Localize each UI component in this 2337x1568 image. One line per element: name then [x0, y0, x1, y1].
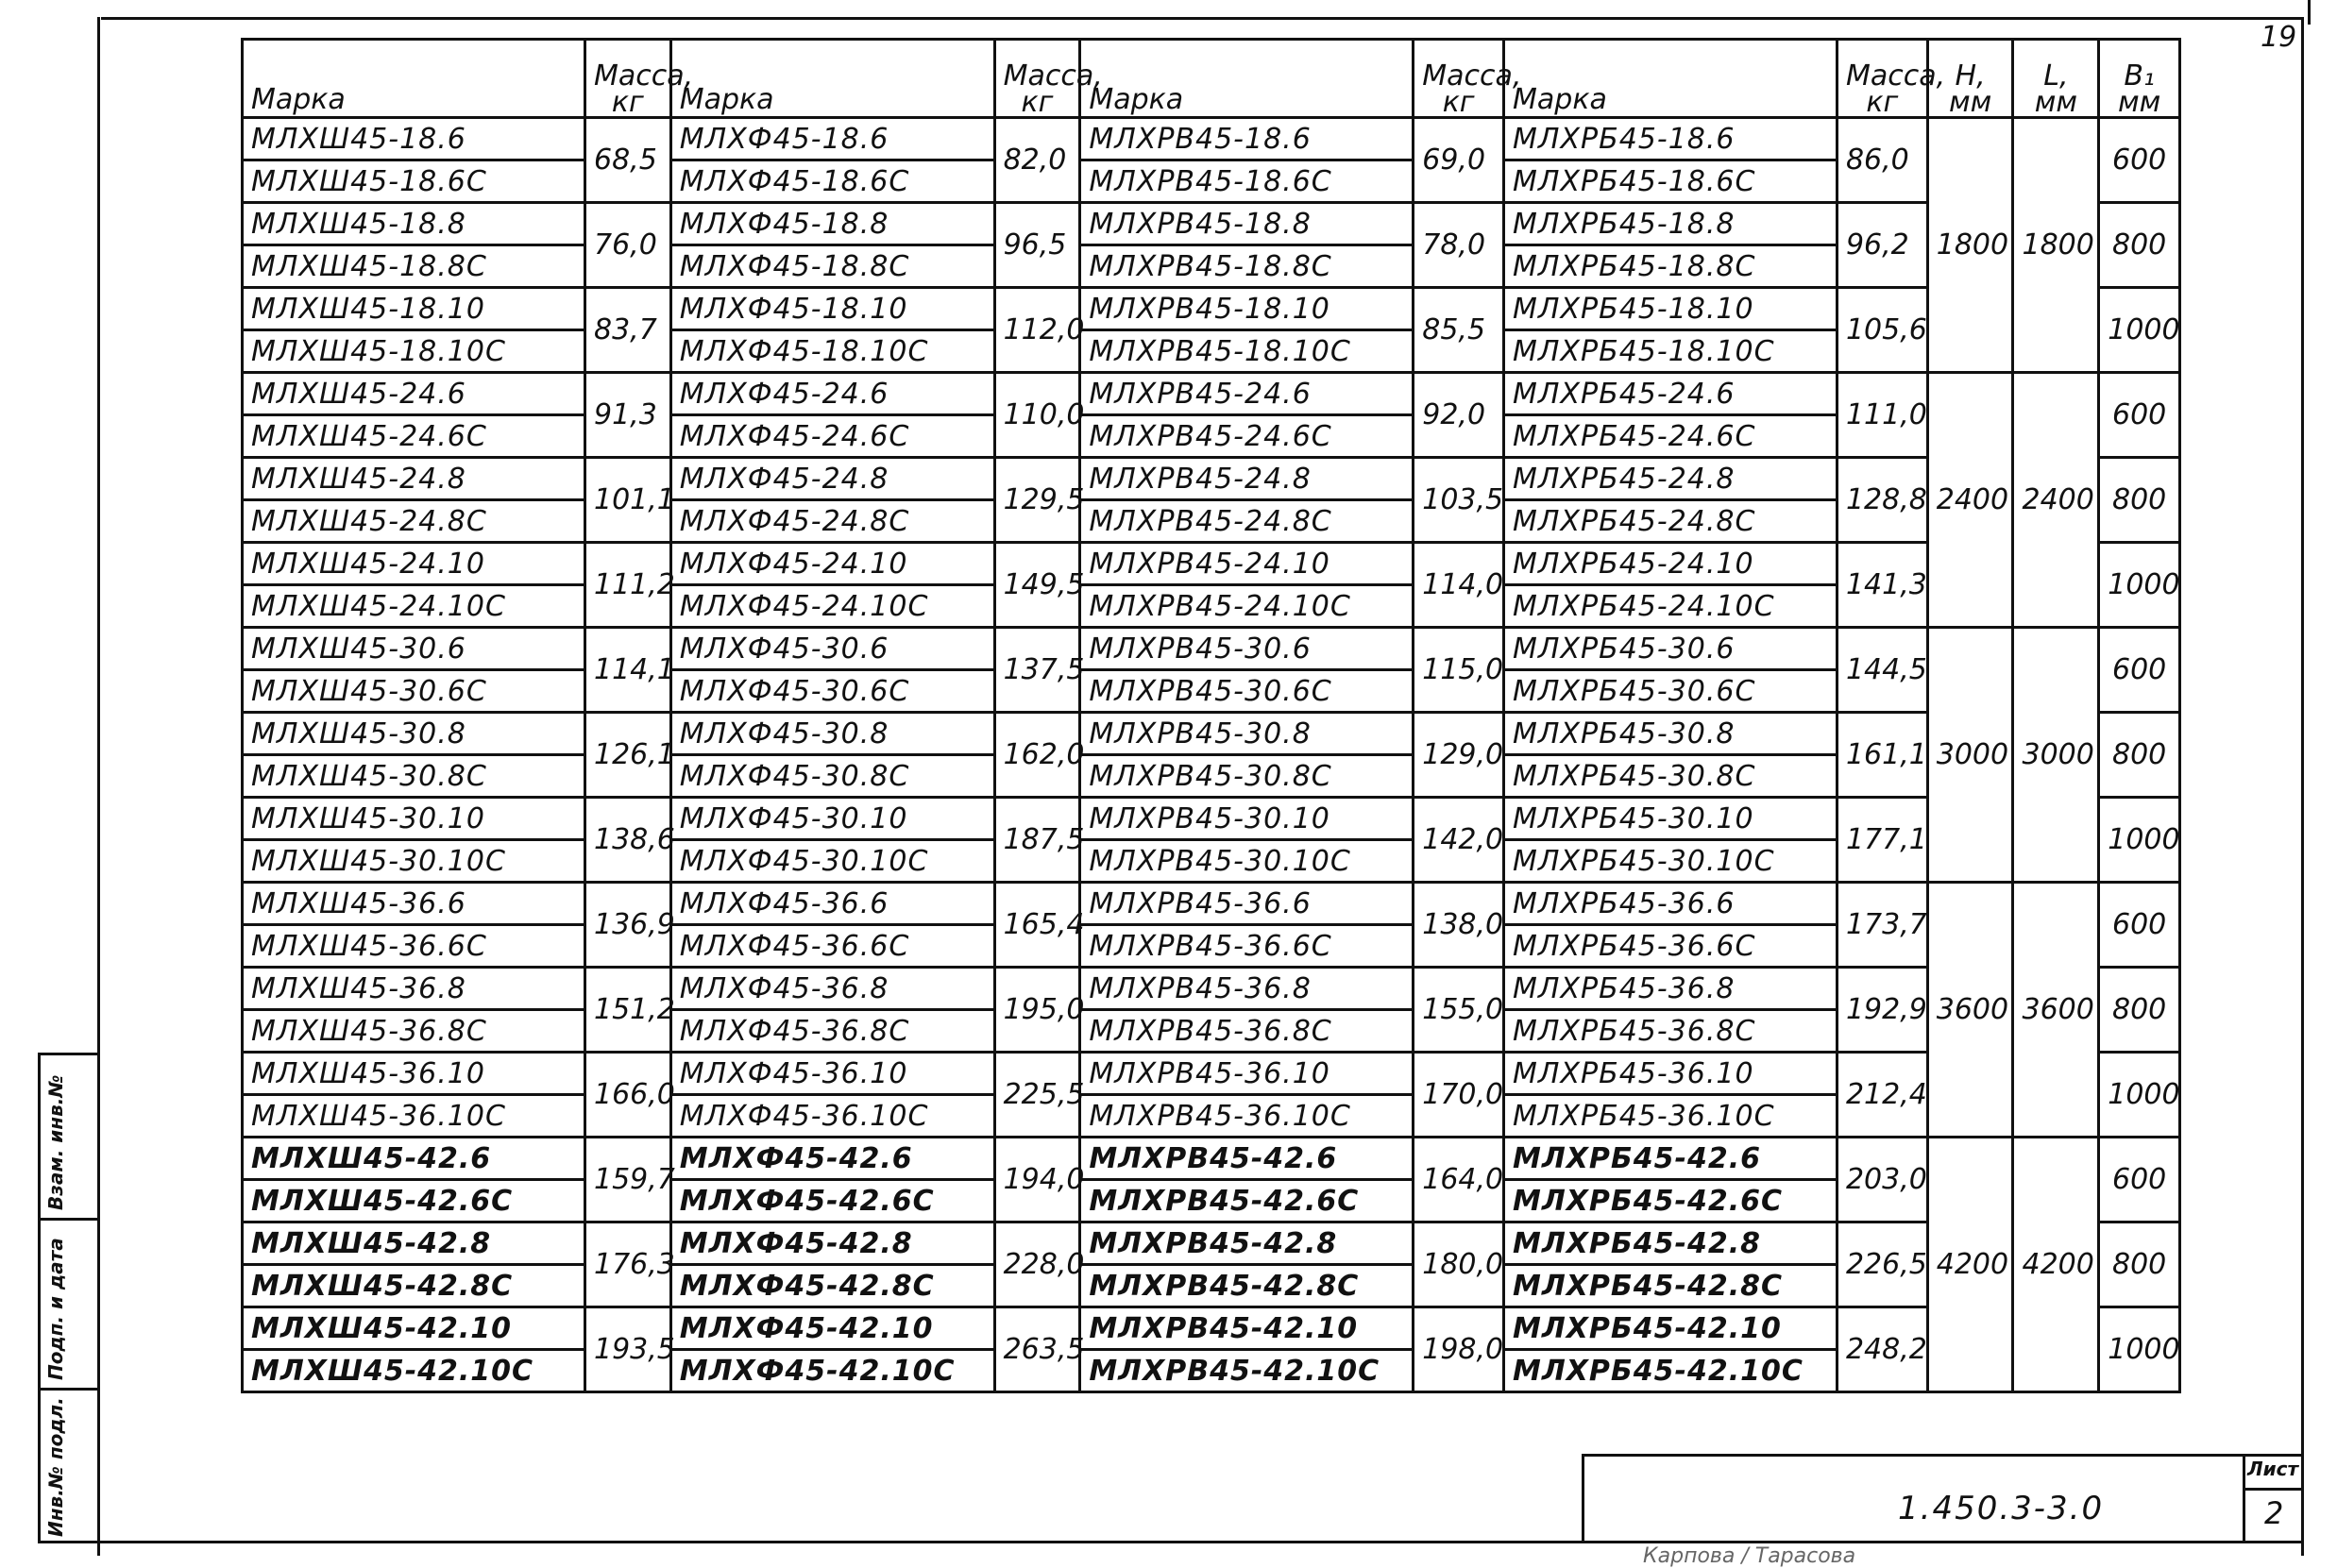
- mark-cell-sh: МЛХШ45-30.6С: [243, 670, 585, 713]
- table-row: [243, 798, 2180, 840]
- width-cell-B1: 800: [2099, 203, 2180, 288]
- mass-cell-b: 173,7: [1837, 883, 1927, 968]
- col-header-mass-b: Масса, кг: [1837, 40, 1927, 118]
- mark-cell-sh: МЛХШ45-18.10: [243, 288, 585, 330]
- mass-cell-b: 144,5: [1837, 628, 1927, 713]
- mark-cell-v: МЛХРВ45-36.10С: [1080, 1095, 1414, 1138]
- mark-cell-f: МЛХФ45-42.10С: [670, 1350, 994, 1392]
- mass-cell-f: 225,5: [994, 1053, 1080, 1138]
- mark-cell-b: МЛХРБ45-24.10С: [1504, 585, 1837, 628]
- dim-cell-H: 4200: [1927, 1138, 2013, 1392]
- mark-cell-sh: МЛХШ45-36.8: [243, 968, 585, 1010]
- mark-cell-sh: МЛХШ45-42.8: [243, 1222, 585, 1265]
- mark-cell-f: МЛХФ45-18.10С: [670, 330, 994, 373]
- mass-cell-sh: 101,1: [585, 458, 671, 543]
- mass-cell-v: 164,0: [1414, 1138, 1504, 1222]
- mark-cell-f: МЛХФ45-36.6: [670, 883, 994, 925]
- mass-cell-sh: 136,9: [585, 883, 671, 968]
- mark-cell-sh: МЛХШ45-18.6: [243, 118, 585, 160]
- table-row: [243, 968, 2180, 1010]
- mass-cell-b: 86,0: [1837, 118, 1927, 203]
- spec-table: [241, 38, 2181, 1393]
- mass-cell-b: 141,3: [1837, 543, 1927, 628]
- mass-cell-sh: 76,0: [585, 203, 671, 288]
- mark-cell-b: МЛХРБ45-30.8С: [1504, 755, 1837, 798]
- mass-cell-b: 177,1: [1837, 798, 1927, 883]
- mark-cell-f: МЛХФ45-42.10: [670, 1307, 994, 1350]
- mark-cell-v: МЛХРВ45-24.8: [1080, 458, 1414, 500]
- mark-cell-f: МЛХФ45-30.10: [670, 798, 994, 840]
- mass-cell-v: 142,0: [1414, 798, 1504, 883]
- mass-cell-sh: 111,2: [585, 543, 671, 628]
- mark-cell-b: МЛХРБ45-36.8: [1504, 968, 1837, 1010]
- table-row: [243, 373, 2180, 415]
- mark-cell-b: МЛХРБ45-42.10С: [1504, 1350, 1837, 1392]
- mark-cell-b: МЛХРБ45-36.10: [1504, 1053, 1837, 1095]
- mark-cell-f: МЛХФ45-30.8С: [670, 755, 994, 798]
- width-cell-B1: 800: [2099, 713, 2180, 798]
- mass-cell-v: 85,5: [1414, 288, 1504, 373]
- mass-cell-v: 138,0: [1414, 883, 1504, 968]
- mark-cell-b: МЛХРБ45-36.6: [1504, 883, 1837, 925]
- mark-cell-sh: МЛХШ45-24.8: [243, 458, 585, 500]
- mark-cell-f: МЛХФ45-18.8С: [670, 245, 994, 288]
- mark-cell-v: МЛХРВ45-30.8С: [1080, 755, 1414, 798]
- mark-cell-sh: МЛХШ45-30.8: [243, 713, 585, 755]
- mark-cell-f: МЛХФ45-18.8: [670, 203, 994, 245]
- mark-cell-v: МЛХРВ45-42.8С: [1080, 1265, 1414, 1307]
- dim-cell-L: 1800: [2013, 118, 2099, 373]
- mark-cell-sh: МЛХШ45-24.10С: [243, 585, 585, 628]
- mark-cell-sh: МЛХШ45-42.6: [243, 1138, 585, 1180]
- mass-cell-b: 203,0: [1837, 1138, 1927, 1222]
- width-cell-B1: 1000: [2099, 543, 2180, 628]
- mark-cell-b: МЛХРБ45-24.8: [1504, 458, 1837, 500]
- mass-cell-f: 112,0: [994, 288, 1080, 373]
- header-row: [243, 40, 2180, 118]
- mark-cell-v: МЛХРВ45-42.6: [1080, 1138, 1414, 1180]
- col-header-B1: B₁ мм: [2099, 40, 2180, 118]
- mark-cell-f: МЛХФ45-42.6С: [670, 1180, 994, 1222]
- mark-cell-f: МЛХФ45-30.6: [670, 628, 994, 670]
- mark-cell-v: МЛХРВ45-30.10: [1080, 798, 1414, 840]
- mark-cell-b: МЛХРБ45-42.8С: [1504, 1265, 1837, 1307]
- mass-cell-f: 82,0: [994, 118, 1080, 203]
- mass-cell-sh: 176,3: [585, 1222, 671, 1307]
- dim-cell-L: 4200: [2013, 1138, 2099, 1392]
- mark-cell-sh: МЛХШ45-18.10С: [243, 330, 585, 373]
- mark-cell-sh: МЛХШ45-30.10С: [243, 840, 585, 883]
- mass-cell-f: 194,0: [994, 1138, 1080, 1222]
- side-divider: [38, 1218, 100, 1221]
- mark-cell-f: МЛХФ45-24.10: [670, 543, 994, 585]
- mass-cell-sh: 68,5: [585, 118, 671, 203]
- mass-cell-f: 263,5: [994, 1307, 1080, 1392]
- mark-cell-f: МЛХФ45-24.8С: [670, 500, 994, 543]
- mark-cell-f: МЛХФ45-18.6С: [670, 160, 994, 203]
- mark-cell-sh: МЛХШ45-18.8: [243, 203, 585, 245]
- mark-cell-sh: МЛХШ45-42.10С: [243, 1350, 585, 1392]
- side-label-replace-inv: Взам. инв.№: [44, 1074, 67, 1210]
- table-row: [243, 1222, 2180, 1265]
- mark-cell-b: МЛХРБ45-42.10: [1504, 1307, 1837, 1350]
- mark-cell-v: МЛХРВ45-42.6С: [1080, 1180, 1414, 1222]
- top-border: [101, 17, 2301, 20]
- dim-cell-L: 3600: [2013, 883, 2099, 1138]
- dim-cell-H: 3000: [1927, 628, 2013, 883]
- dim-cell-H: 2400: [1927, 373, 2013, 628]
- mass-cell-v: 92,0: [1414, 373, 1504, 458]
- mark-cell-sh: МЛХШ45-42.10: [243, 1307, 585, 1350]
- mark-cell-b: МЛХРБ45-36.6С: [1504, 925, 1837, 968]
- page-number: 19: [2261, 21, 2297, 54]
- mark-cell-f: МЛХФ45-24.8: [670, 458, 994, 500]
- col-header-H: H, мм: [1927, 40, 2013, 118]
- mark-cell-v: МЛХРВ45-18.10: [1080, 288, 1414, 330]
- width-cell-B1: 600: [2099, 1138, 2180, 1222]
- mass-cell-b: 161,1: [1837, 713, 1927, 798]
- mark-cell-sh: МЛХШ45-18.8С: [243, 245, 585, 288]
- table-row: [243, 1138, 2180, 1180]
- width-cell-B1: 800: [2099, 1222, 2180, 1307]
- mark-cell-f: МЛХФ45-18.10: [670, 288, 994, 330]
- mark-cell-sh: МЛХШ45-18.6С: [243, 160, 585, 203]
- mass-cell-v: 115,0: [1414, 628, 1504, 713]
- table-row: [243, 713, 2180, 755]
- col-header-mass-f: Масса, кг: [994, 40, 1080, 118]
- mass-cell-f: 96,5: [994, 203, 1080, 288]
- mark-cell-v: МЛХРВ45-18.6: [1080, 118, 1414, 160]
- mark-cell-sh: МЛХШ45-42.8С: [243, 1265, 585, 1307]
- mark-cell-v: МЛХРВ45-36.8: [1080, 968, 1414, 1010]
- sheet-separator: [2243, 1488, 2301, 1491]
- mark-cell-b: МЛХРБ45-24.6: [1504, 373, 1837, 415]
- table-row: [243, 458, 2180, 500]
- side-label-inv: Инв.№ подл.: [44, 1397, 67, 1537]
- mass-cell-f: 110,0: [994, 373, 1080, 458]
- mass-cell-f: 165,4: [994, 883, 1080, 968]
- mass-cell-f: 137,5: [994, 628, 1080, 713]
- sheet-number: 2: [2264, 1495, 2284, 1531]
- mass-cell-sh: 159,7: [585, 1138, 671, 1222]
- mass-cell-sh: 114,1: [585, 628, 671, 713]
- table-row: [243, 628, 2180, 670]
- mark-cell-f: МЛХФ45-36.8: [670, 968, 994, 1010]
- mark-cell-sh: МЛХШ45-36.8С: [243, 1010, 585, 1053]
- mark-cell-b: МЛХРБ45-30.8: [1504, 713, 1837, 755]
- mass-cell-f: 149,5: [994, 543, 1080, 628]
- col-header-mark-sh: Марка: [243, 40, 585, 118]
- mark-cell-f: МЛХФ45-30.10С: [670, 840, 994, 883]
- mark-cell-b: МЛХРБ45-24.8С: [1504, 500, 1837, 543]
- mark-cell-f: МЛХФ45-24.10С: [670, 585, 994, 628]
- width-cell-B1: 800: [2099, 458, 2180, 543]
- mark-cell-v: МЛХРВ45-18.8: [1080, 203, 1414, 245]
- mark-cell-b: МЛХРБ45-18.10: [1504, 288, 1837, 330]
- mass-cell-b: 111,0: [1837, 373, 1927, 458]
- document-code: 1.450.3-3.0: [1898, 1490, 2105, 1527]
- width-cell-B1: 600: [2099, 628, 2180, 713]
- mass-cell-sh: 138,6: [585, 798, 671, 883]
- mark-cell-b: МЛХРБ45-36.10С: [1504, 1095, 1837, 1138]
- mark-cell-sh: МЛХШ45-36.6С: [243, 925, 585, 968]
- mark-cell-f: МЛХФ45-36.8С: [670, 1010, 994, 1053]
- mark-cell-v: МЛХРВ45-24.6: [1080, 373, 1414, 415]
- mark-cell-v: МЛХРВ45-24.10: [1080, 543, 1414, 585]
- mark-cell-b: МЛХРБ45-42.6: [1504, 1138, 1837, 1180]
- table-row: [243, 1307, 2180, 1350]
- mark-cell-b: МЛХРБ45-30.10С: [1504, 840, 1837, 883]
- mass-cell-v: 129,0: [1414, 713, 1504, 798]
- mark-cell-f: МЛХФ45-30.6С: [670, 670, 994, 713]
- mass-cell-v: 78,0: [1414, 203, 1504, 288]
- dim-cell-L: 2400: [2013, 373, 2099, 628]
- mark-cell-b: МЛХРБ45-42.6С: [1504, 1180, 1837, 1222]
- mark-cell-v: МЛХРВ45-42.8: [1080, 1222, 1414, 1265]
- mark-cell-v: МЛХРВ45-30.8: [1080, 713, 1414, 755]
- side-label-sign-date: Подп. и дата: [44, 1238, 67, 1380]
- mass-cell-b: 105,6: [1837, 288, 1927, 373]
- mark-cell-v: МЛХРВ45-24.8С: [1080, 500, 1414, 543]
- mass-cell-b: 248,2: [1837, 1307, 1927, 1392]
- mark-cell-f: МЛХФ45-36.6С: [670, 925, 994, 968]
- mark-cell-sh: МЛХШ45-24.10: [243, 543, 585, 585]
- table-row: [243, 118, 2180, 160]
- mark-cell-b: МЛХРБ45-18.8С: [1504, 245, 1837, 288]
- mass-cell-f: 187,5: [994, 798, 1080, 883]
- mass-cell-b: 128,8: [1837, 458, 1927, 543]
- width-cell-B1: 1000: [2099, 798, 2180, 883]
- mass-cell-sh: 151,2: [585, 968, 671, 1053]
- mass-cell-v: 198,0: [1414, 1307, 1504, 1392]
- mark-cell-v: МЛХРВ45-24.6С: [1080, 415, 1414, 458]
- mark-cell-sh: МЛХШ45-42.6С: [243, 1180, 585, 1222]
- mark-cell-f: МЛХФ45-24.6С: [670, 415, 994, 458]
- mark-cell-sh: МЛХШ45-36.10С: [243, 1095, 585, 1138]
- dim-cell-H: 1800: [1927, 118, 2013, 373]
- mass-cell-sh: 91,3: [585, 373, 671, 458]
- mass-cell-f: 228,0: [994, 1222, 1080, 1307]
- mark-cell-sh: МЛХШ45-30.8С: [243, 755, 585, 798]
- width-cell-B1: 600: [2099, 883, 2180, 968]
- mark-cell-b: МЛХРБ45-36.8С: [1504, 1010, 1837, 1053]
- mark-cell-b: МЛХРБ45-24.6С: [1504, 415, 1837, 458]
- mark-cell-f: МЛХФ45-36.10С: [670, 1095, 994, 1138]
- table-row: [243, 1053, 2180, 1095]
- mass-cell-v: 69,0: [1414, 118, 1504, 203]
- mass-cell-b: 96,2: [1837, 203, 1927, 288]
- width-cell-B1: 600: [2099, 118, 2180, 203]
- mark-cell-v: МЛХРВ45-30.6: [1080, 628, 1414, 670]
- mark-cell-sh: МЛХШ45-24.8С: [243, 500, 585, 543]
- mark-cell-sh: МЛХШ45-30.6: [243, 628, 585, 670]
- mass-cell-sh: 83,7: [585, 288, 671, 373]
- mark-cell-f: МЛХФ45-30.8: [670, 713, 994, 755]
- col-header-mark-f: Марка: [670, 40, 994, 118]
- mark-cell-b: МЛХРБ45-18.6: [1504, 118, 1837, 160]
- mark-cell-f: МЛХФ45-18.6: [670, 118, 994, 160]
- mark-cell-v: МЛХРВ45-36.6С: [1080, 925, 1414, 968]
- mass-cell-sh: 126,1: [585, 713, 671, 798]
- col-header-mark-b: Марка: [1504, 40, 1837, 118]
- mark-cell-v: МЛХРВ45-42.10С: [1080, 1350, 1414, 1392]
- mass-cell-v: 114,0: [1414, 543, 1504, 628]
- col-header-mass-v: Масса, кг: [1414, 40, 1504, 118]
- width-cell-B1: 1000: [2099, 288, 2180, 373]
- dim-cell-L: 3000: [2013, 628, 2099, 883]
- mark-cell-v: МЛХРВ45-30.10С: [1080, 840, 1414, 883]
- mark-cell-v: МЛХРВ45-30.6С: [1080, 670, 1414, 713]
- mass-cell-f: 195,0: [994, 968, 1080, 1053]
- bottom-signature-text: Карпова / Тарасова: [1643, 1544, 1856, 1568]
- mark-cell-v: МЛХРВ45-18.8С: [1080, 245, 1414, 288]
- mark-cell-b: МЛХРБ45-30.6С: [1504, 670, 1837, 713]
- frame-right: [2301, 17, 2304, 1556]
- mark-cell-f: МЛХФ45-42.8: [670, 1222, 994, 1265]
- sheet-label: Лист: [2247, 1458, 2299, 1480]
- mass-cell-f: 129,5: [994, 458, 1080, 543]
- mass-cell-v: 180,0: [1414, 1222, 1504, 1307]
- width-cell-B1: 600: [2099, 373, 2180, 458]
- width-cell-B1: 1000: [2099, 1053, 2180, 1138]
- mass-cell-f: 162,0: [994, 713, 1080, 798]
- mass-cell-sh: 166,0: [585, 1053, 671, 1138]
- mark-cell-v: МЛХРВ45-36.8С: [1080, 1010, 1414, 1053]
- mark-cell-f: МЛХФ45-42.8С: [670, 1265, 994, 1307]
- mark-cell-v: МЛХРВ45-18.10С: [1080, 330, 1414, 373]
- mass-cell-sh: 193,5: [585, 1307, 671, 1392]
- mark-cell-b: МЛХРБ45-30.10: [1504, 798, 1837, 840]
- mark-cell-sh: МЛХШ45-24.6С: [243, 415, 585, 458]
- mark-cell-b: МЛХРБ45-18.10С: [1504, 330, 1837, 373]
- mark-cell-sh: МЛХШ45-36.10: [243, 1053, 585, 1095]
- side-divider: [38, 1388, 100, 1391]
- mass-cell-v: 103,5: [1414, 458, 1504, 543]
- table-row: [243, 543, 2180, 585]
- mark-cell-f: МЛХФ45-36.10: [670, 1053, 994, 1095]
- mass-cell-b: 226,5: [1837, 1222, 1927, 1307]
- mark-cell-b: МЛХРБ45-18.8: [1504, 203, 1837, 245]
- mass-cell-b: 212,4: [1837, 1053, 1927, 1138]
- mass-cell-v: 155,0: [1414, 968, 1504, 1053]
- col-header-mass-sh: Масса, кг: [585, 40, 671, 118]
- mark-cell-b: МЛХРБ45-30.6: [1504, 628, 1837, 670]
- mark-cell-b: МЛХРБ45-18.6С: [1504, 160, 1837, 203]
- mark-cell-v: МЛХРВ45-42.10: [1080, 1307, 1414, 1350]
- table-row: [243, 288, 2180, 330]
- mark-cell-b: МЛХРБ45-42.8: [1504, 1222, 1837, 1265]
- width-cell-B1: 1000: [2099, 1307, 2180, 1392]
- mark-cell-b: МЛХРБ45-24.10: [1504, 543, 1837, 585]
- mark-cell-v: МЛХРВ45-36.6: [1080, 883, 1414, 925]
- width-cell-B1: 800: [2099, 968, 2180, 1053]
- mass-cell-b: 192,9: [1837, 968, 1927, 1053]
- col-header-L: L, мм: [2013, 40, 2099, 118]
- mark-cell-v: МЛХРВ45-18.6С: [1080, 160, 1414, 203]
- col-header-mark-v: Марка: [1080, 40, 1414, 118]
- table-row: [243, 203, 2180, 245]
- mark-cell-v: МЛХРВ45-24.10С: [1080, 585, 1414, 628]
- mark-cell-sh: МЛХШ45-30.10: [243, 798, 585, 840]
- mark-cell-sh: МЛХШ45-36.6: [243, 883, 585, 925]
- mark-cell-sh: МЛХШ45-24.6: [243, 373, 585, 415]
- mark-cell-v: МЛХРВ45-36.10: [1080, 1053, 1414, 1095]
- mass-cell-v: 170,0: [1414, 1053, 1504, 1138]
- dim-cell-H: 3600: [1927, 883, 2013, 1138]
- top-border-tick: [2308, 0, 2311, 25]
- mark-cell-f: МЛХФ45-42.6: [670, 1138, 994, 1180]
- mark-cell-f: МЛХФ45-24.6: [670, 373, 994, 415]
- table-row: [243, 883, 2180, 925]
